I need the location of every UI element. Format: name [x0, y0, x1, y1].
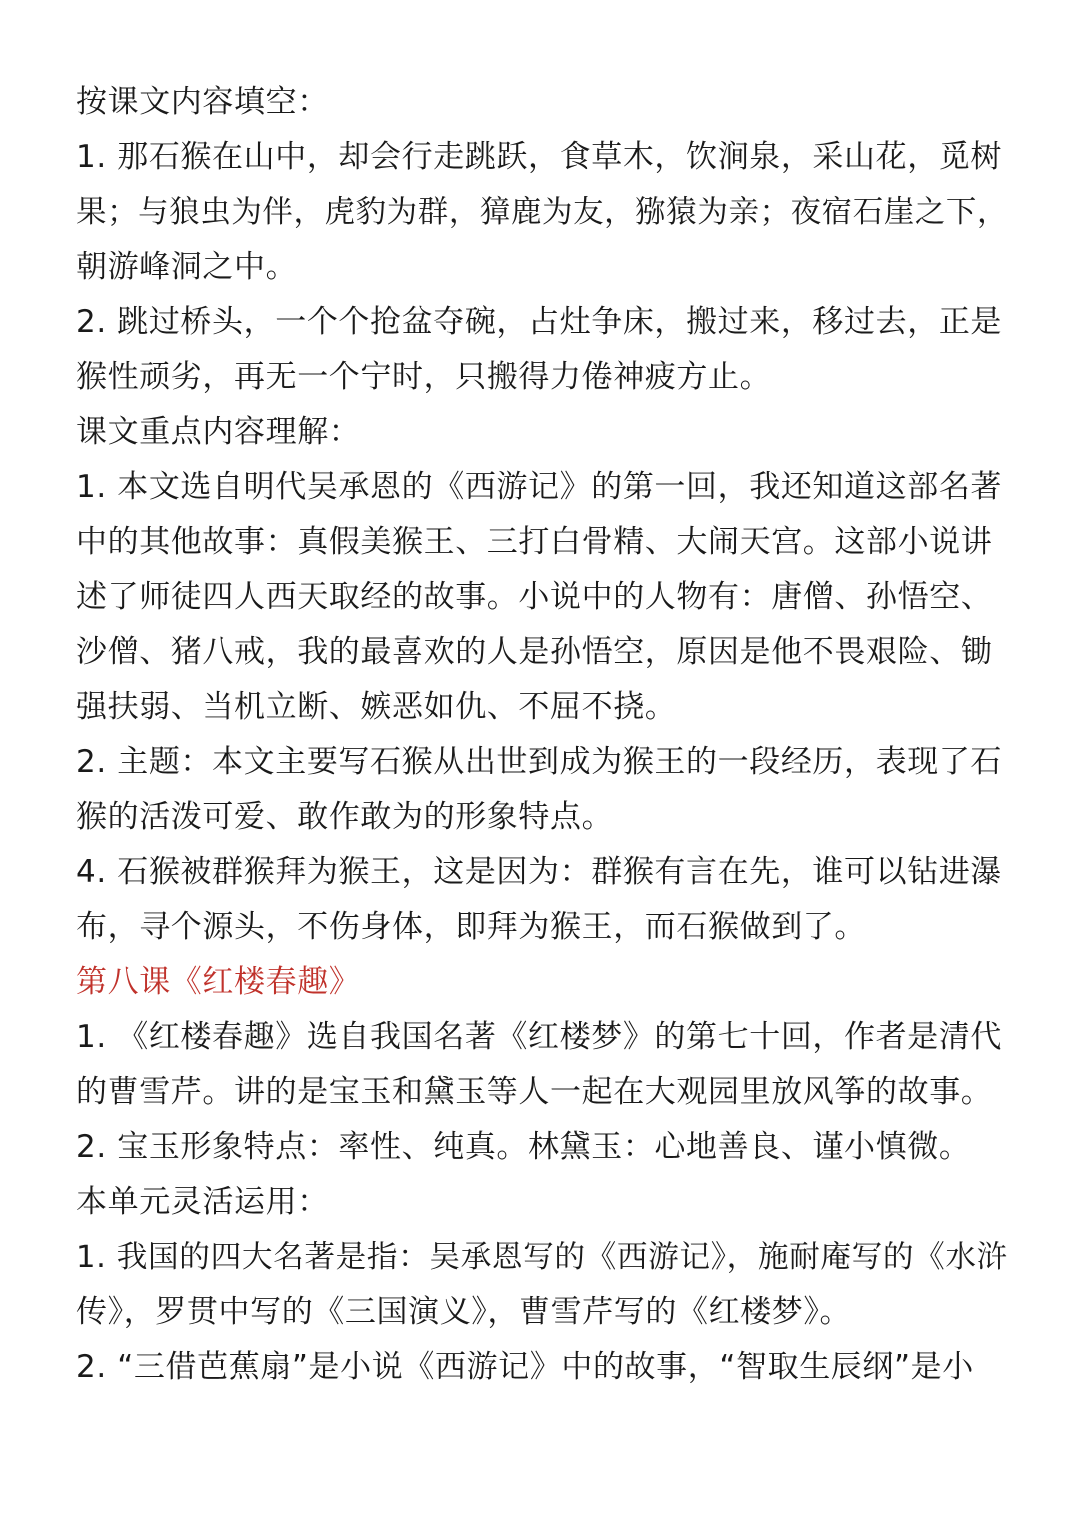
text-line: 2. 主题：本文主要写石猴从出世到成为猴王的一段经历，表现了石 [76, 744, 1003, 780]
document-body [76, 75, 1008, 1395]
text-line: 猴性顽劣，再无一个宁时，只搬得力倦神疲方止。 [76, 359, 772, 395]
text-line: 4. 石猴被群猴拜为猴王，这是因为：群猴有言在先，谁可以钻进瀑 [76, 854, 1003, 890]
text-line: 2. “三借芭蕉扇”是小说《西游记》中的故事，“智取生辰纲”是小 [76, 1349, 974, 1385]
text-line: 2. 宝玉形象特点：率性、纯真。林黛玉：心地善良、谨小慎微。 [76, 1129, 971, 1165]
text-line: 1. 《红楼春趣》选自我国名著《红楼梦》的第七十回，作者是清代 [76, 1019, 1003, 1055]
text-line: 1. 本文选自明代吴承恩的《西游记》的第一回，我还知道这部名著 [76, 469, 1003, 505]
section-heading-fill-blanks: 按课文内容填空： [76, 84, 329, 120]
text-line: 沙僧、猪八戒，我的最喜欢的人是孙悟空，原因是他不畏艰险、锄 [76, 634, 993, 670]
text-line: 强扶弱、当机立断、嫉恶如仇、不屈不挠。 [76, 689, 677, 725]
section-heading-flexible-use: 本单元灵活运用： [76, 1184, 329, 1220]
lesson-title-red: 第八课《红楼春趣》 [76, 964, 361, 1000]
section-heading-key-content: 课文重点内容理解： [76, 414, 361, 450]
text-line: 中的其他故事：真假美猴王、三打白骨精、大闹天宫。这部小说讲 [76, 524, 993, 560]
text-line: 果；与狼虫为伴，虎豹为群，獐鹿为友，猕猿为亲；夜宿石崖之下， [76, 195, 1009, 230]
text-line: 传》，罗贯中写的《三国演义》，曹雪芹写的《红楼梦》。 [76, 1294, 852, 1330]
text-line: 2. 跳过桥头，一个个抢盆夺碗，占灶争床，搬过来，移过去，正是 [76, 304, 1003, 340]
text-line: 1. 我国的四大名著是指：吴承恩写的《西游记》，施耐庵写的《水浒 [76, 1240, 1008, 1275]
text-line: 朝游峰洞之中。 [76, 249, 298, 285]
text-line: 的曹雪芹。讲的是宝玉和黛玉等人一起在大观园里放风筝的故事。 [76, 1074, 993, 1110]
text-line: 述了师徒四人西天取经的故事。小说中的人物有：唐僧、孙悟空、 [76, 579, 993, 615]
text-line: 1. 那石猴在山中，却会行走跳跃，食草木，饮涧泉，采山花，觅树 [76, 139, 1003, 175]
text-line: 布，寻个源头，不伤身体，即拜为猴王，而石猴做到了。 [76, 909, 866, 945]
text-line: 猴的活泼可爱、敢作敢为的形象特点。 [76, 799, 614, 835]
